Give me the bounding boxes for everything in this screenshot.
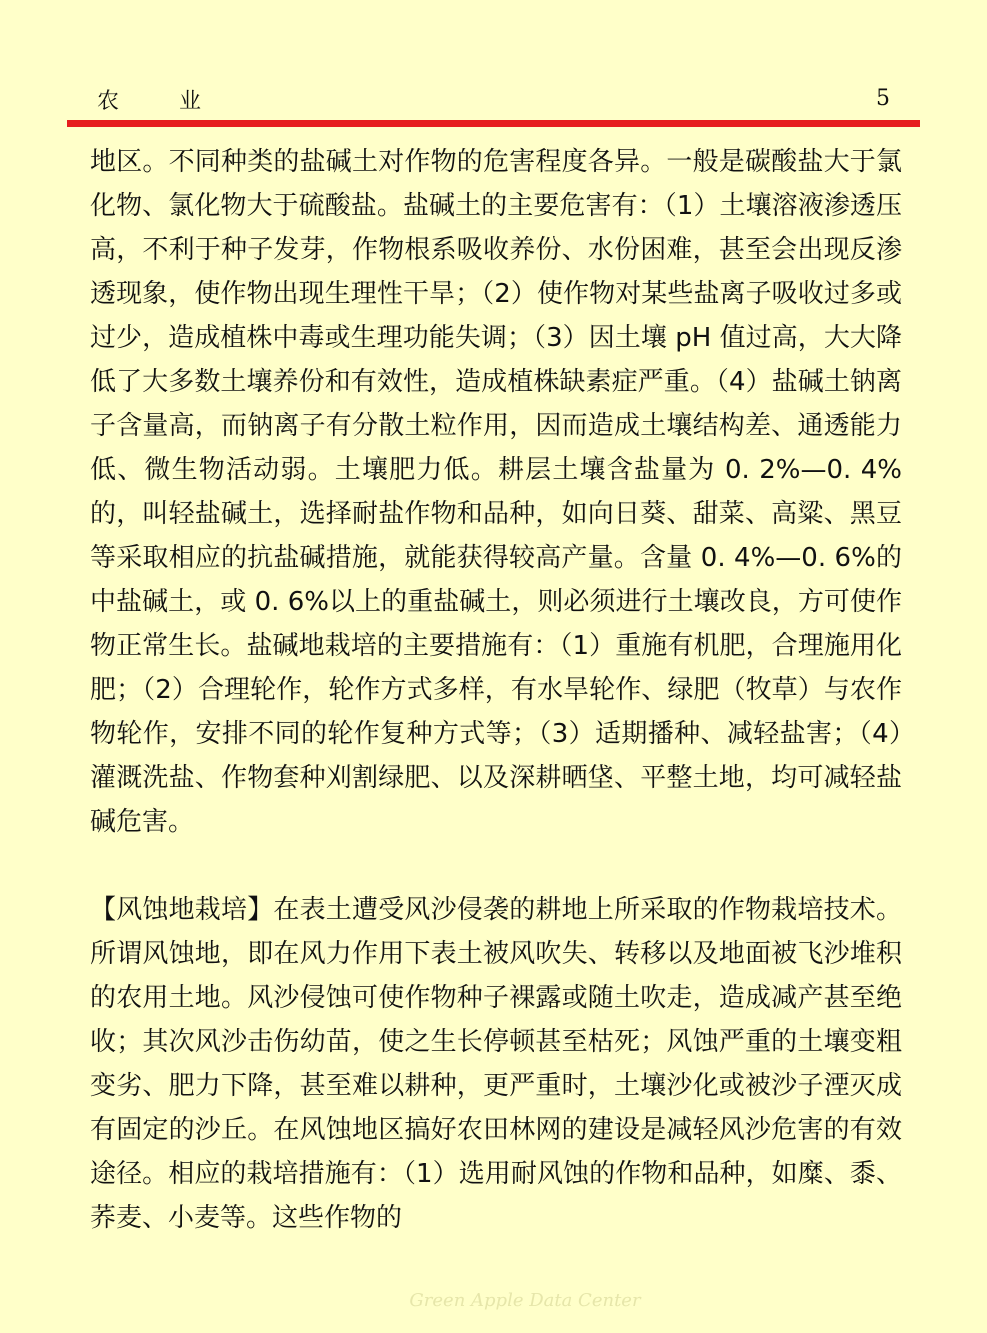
watermark: Green Apple Data Center <box>409 1290 641 1311</box>
page-number: 5 <box>876 86 890 111</box>
section-title: 农业 <box>97 89 262 114</box>
header-rule <box>67 120 920 127</box>
paragraph-saline-alkali-soil: 地区。不同种类的盐碱土对作物的危害程度各异。一般是碳酸盐大于氯化物、氯化物大于硫酸盐。盐碱土的主要危害有：（1）土壤溶液渗透压高，不利于种子发芽，作物根系吸收养份、水份困难，甚至会出现反渗透现象，使作物出现生理性干旱；（2）使作物对某些盐离子吸收过多或过少，造成植株中毒或生理功能失调；（3）因土壤 pH 值过高，大大降低了大多数土壤养份和有效性，造成植株缺素症严重。（4）盐碱土钠离子含量高，而钠离子有分散土粒作用，因而造成土壤结构差、通透能力低、微生物活动弱。土壤肥力低。耕层土壤含盐量为 0. 2%—0. 4%的，叫轻盐碱土，选择耐盐作物和品种，如向日葵、甜菜、高粱、黑豆等采取相应的抗盐碱措施，就能获得较高产量。含量 0. 4%—0. 6%的中盐碱土，或 0. 6%以上的重盐碱土，则必须进行土壤改良，方可使作物正常生长。盐碱地栽培的主要措施有：（1）重施有机肥，合理施用化肥；（2）合理轮作，轮作方式多样，有水旱轮作、绿肥（牧草）与农作物轮作，安排不同的轮作复种方式等；（3）适期播种、减轻盐害；（4）灌溉洗盐、作物套种刈割绿肥、以及深耕晒垡、平整土地，均可减轻盐碱危害。 <box>90 147 902 837</box>
page-header <box>0 0 987 130</box>
paragraph-wind-eroded-land: 【风蚀地栽培】在表土遭受风沙侵袭的耕地上所采取的作物栽培技术。所谓风蚀地，即在风力作用下表土被风吹失、转移以及地面被飞沙堆积的农用土地。风沙侵蚀可使作物种子裸露或随土吹走，造成减产甚至绝收；其次风沙击伤幼苗，使之生长停顿甚至枯死；风蚀严重的土壤变粗变劣、肥力下降，甚至难以耕种，更严重时，土壤沙化或被沙子湮灭成有固定的沙丘。在风蚀地区搞好农田林网的建设是减轻风沙危害的有效途径。相应的栽培措施有：（1）选用耐风蚀的作物和品种，如糜、黍、荞麦、小麦等。这些作物的 <box>90 895 902 1233</box>
page-body <box>90 140 902 1240</box>
